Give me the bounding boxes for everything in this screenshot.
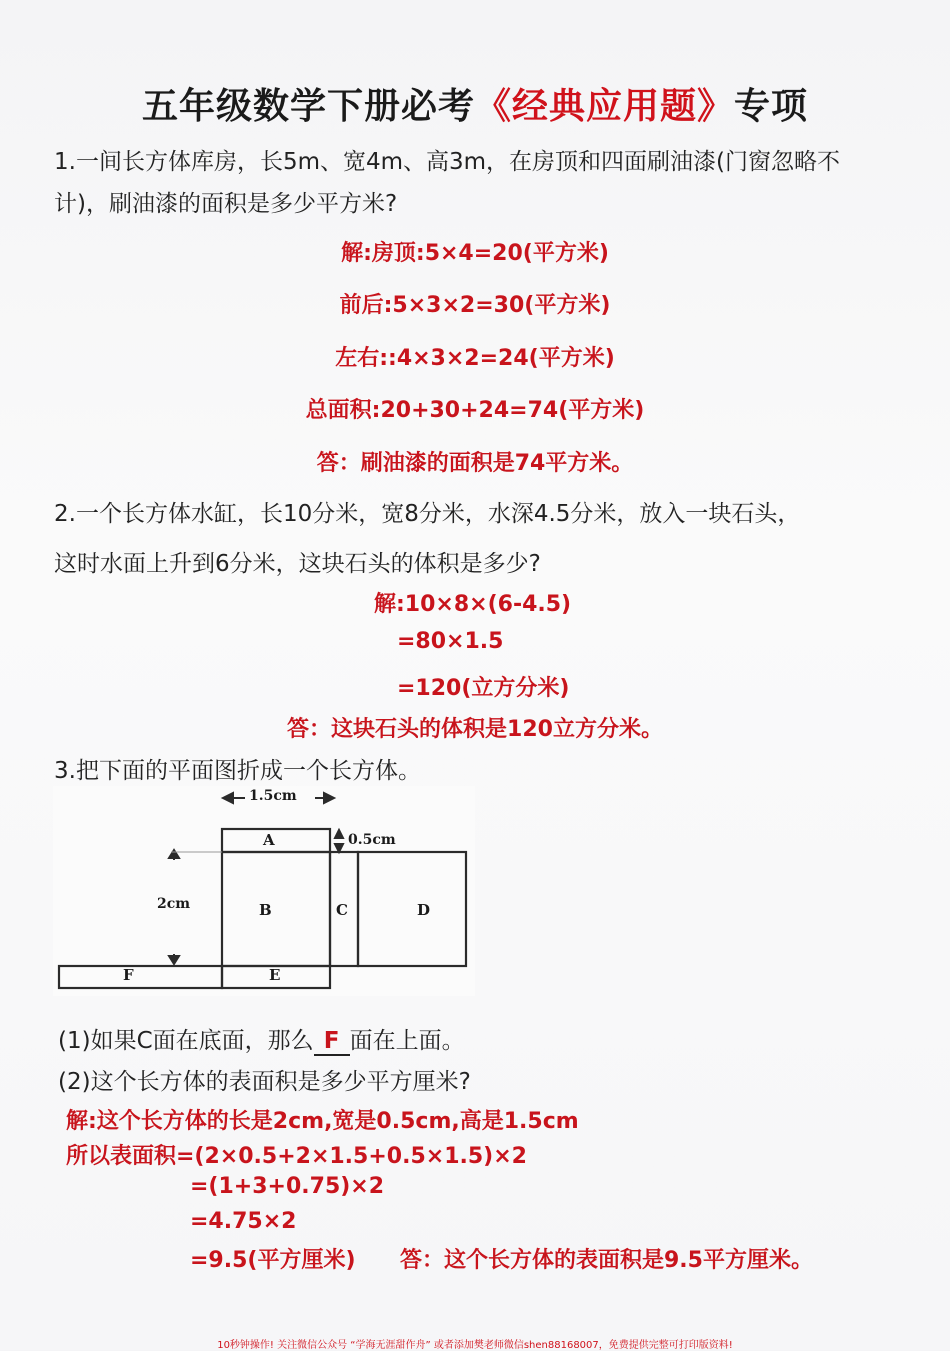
q1-solution-line-2: 前后:5×3×2=30(平方米) <box>339 293 611 318</box>
q3-answer: 答：这个长方体的表面积是9.5平方厘米。 <box>400 1248 813 1273</box>
face-d <box>358 852 466 966</box>
q2-solution-line-3: =120(立方分米) <box>397 676 570 701</box>
q3-solution-line-5: =9.5(平方厘米) <box>190 1248 356 1273</box>
face-a <box>222 829 330 852</box>
q3-sub1-answer: F <box>314 1028 350 1056</box>
face-f <box>59 966 222 988</box>
q1-text-line-2: 计)，刷油漆的面积是多少平方米? <box>54 191 398 217</box>
title-part-2: 《经典应用题》 <box>474 86 734 127</box>
face-label-b: B <box>259 901 272 919</box>
q3-solution-line-2: 所以表面积=(2×0.5+2×1.5+0.5×1.5)×2 <box>66 1144 527 1169</box>
page-title <box>0 78 950 129</box>
title-part-3: 专项 <box>734 86 809 127</box>
face-label-d: D <box>417 901 431 919</box>
face-label-c: C <box>336 901 348 919</box>
face-b <box>222 852 330 966</box>
q1-solution-line-1: 解:房顶:5×4=20(平方米) <box>341 241 609 266</box>
q3-sub1-text-b: 面在上面。 <box>349 1028 465 1054</box>
q2-solution-line-2: =80×1.5 <box>397 629 504 654</box>
footer-note: 10秒钟操作! 关注微信公众号 “学海无涯甜作舟” 或者添加樊老师微信shen88168007，免费提供完整可打印版资料! <box>217 1340 733 1351</box>
face-label-f: F <box>123 966 134 984</box>
face-label-a: A <box>263 831 275 849</box>
dim-label-top: 1.5cm <box>249 788 297 804</box>
q2-text-line-1: 2.一个长方体水缸，长10分米，宽8分米，水深4.5分米，放入一块石头， <box>54 501 801 527</box>
dim-label-right: 0.5cm <box>348 832 396 848</box>
q1-answer: 答：刷油漆的面积是74平方米。 <box>316 451 634 476</box>
face-label-e: E <box>269 966 281 984</box>
q3-text-line-1: 3.把下面的平面图折成一个长方体。 <box>54 758 421 784</box>
q2-solution-line-1: 解:10×8×(6-4.5) <box>374 592 572 617</box>
cuboid-net-figure <box>53 786 475 996</box>
title-part-1: 五年级数学下册必考 <box>141 86 475 127</box>
q3-solution-line-3: =(1+3+0.75)×2 <box>190 1174 385 1199</box>
q2-answer: 答：这块石头的体积是120立方分米。 <box>287 717 663 742</box>
q1-text-line-1: 1.一间长方体库房，长5m、宽4m、高3m，在房顶和四面刷油漆(门窗忽略不 <box>54 149 841 175</box>
q3-sub2: (2)这个长方体的表面积是多少平方厘米? <box>58 1069 471 1095</box>
dim-label-left: 2cm <box>157 896 191 912</box>
q2-text-line-2: 这时水面上升到6分米，这块石头的体积是多少? <box>54 551 541 577</box>
q3-sub1-text-a: (1)如果C面在底面，那么 <box>58 1028 314 1054</box>
q3-solution-line-4: =4.75×2 <box>190 1209 297 1234</box>
q3-sub1 <box>58 1022 465 1056</box>
q1-solution-line-4: 总面积:20+30+24=74(平方米) <box>305 398 645 423</box>
q1-solution-line-3: 左右::4×3×2=24(平方米) <box>335 346 615 371</box>
q3-solution-line-1: 解:这个长方体的长是2cm,宽是0.5cm,高是1.5cm <box>66 1109 579 1134</box>
